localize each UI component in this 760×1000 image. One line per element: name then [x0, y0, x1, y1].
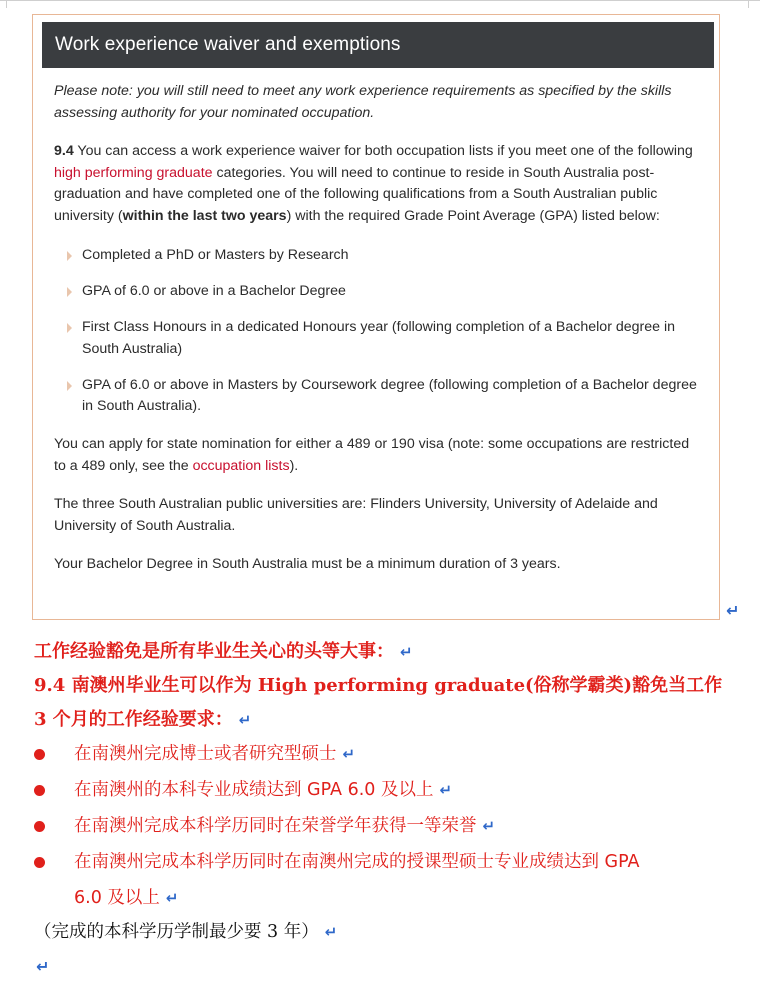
bold-text: within the last two years: [122, 207, 287, 224]
cn-footnote-text: （完成的本科学历学制最少要 3 年）: [34, 922, 319, 942]
triangle-bullet-icon: [67, 287, 72, 297]
list-item: [54, 375, 704, 418]
duration-paragraph: Your Bachelor Degree in South Australia must be a minimum duration of 3 years.: [54, 556, 561, 573]
bullet-dot-icon: [34, 785, 45, 796]
list-item-text: GPA of 6.0 or above in Masters by Coursework degree (following completion of a Bachelor degree in South Australia).: [82, 376, 697, 415]
cn-heading-line: [34, 639, 413, 665]
cn-summary-line-2: [34, 707, 251, 733]
list-item: [54, 281, 704, 303]
paragraph-mark-icon: ↵: [165, 889, 179, 907]
paragraph-mark-icon: ↵: [36, 959, 50, 976]
cn-heading-text: 工作经验豁免是所有毕业生关心的头等大事：: [34, 641, 394, 662]
triangle-bullet-icon: [67, 381, 72, 391]
text-span: ).: [289, 457, 299, 474]
list-item-text: GPA of 6.0 or above in a Bachelor Degree: [82, 282, 346, 299]
visa-paragraph: [54, 434, 704, 477]
bullet-dot-icon: [34, 749, 45, 760]
occupation-lists-link[interactable]: occupation lists: [192, 457, 290, 474]
text-span: ) with the required Grade Point Average (GPA) listed below:: [286, 207, 660, 224]
triangle-bullet-icon: [67, 323, 72, 333]
list-item-text: First Class Honours in a dedicated Honours year (following completion of a Bachelor degree in South Australia): [82, 318, 676, 357]
info-card: [32, 14, 720, 620]
text-span: You can access a work experience waiver for both occupation lists if you meet one of the following: [73, 143, 693, 160]
list-item: [54, 245, 704, 267]
card-header: Work experience waiver and exemptions: [42, 22, 714, 68]
triangle-bullet-icon: [67, 251, 72, 261]
cn-bullet-text: 在南澳州完成本科学历同时在南澳州完成的授课型硕士专业成绩达到 GPA: [74, 852, 640, 872]
cn-bullet-text: 在南澳州的本科专业成绩达到 GPA 6.0 及以上: [74, 780, 434, 800]
waiver-paragraph: [54, 141, 704, 227]
text-span: categories. You will need to continue to reside in South Australia post-graduation and have completed one of the following qualifications from a South Australian public university (: [54, 164, 658, 224]
paragraph-mark-icon: ↵: [726, 603, 740, 620]
list-item: [54, 317, 704, 360]
paragraph-mark-icon: ↵: [324, 923, 338, 941]
paragraph-mark-icon: ↵: [342, 745, 356, 763]
bullet-dot-icon: [34, 857, 45, 868]
cn-summary-line: 9.4 南澳州毕业生可以作为 High performing graduate(俗称学霸类)豁免当工作: [34, 675, 723, 696]
note-paragraph: Please note: you will still need to meet any work experience requirements as specified by the skills assessing authority for your nominated occupation.: [54, 83, 672, 121]
cn-bullet-text: 6.0 及以上: [74, 888, 160, 908]
text-span: You can apply for state nomination for either a 489 or 190 visa (note: some occupations are restricted to a 489 only, see the: [54, 435, 690, 474]
cn-footnote: [34, 919, 337, 945]
cn-bullet-text: 在南澳州完成博士或者研究型硕士: [74, 744, 337, 764]
page-corner-mark: [748, 0, 749, 8]
top-rule: [0, 0, 760, 1]
cn-bullet-text: 在南澳州完成本科学历同时在荣誉学年获得一等荣誉: [74, 816, 477, 836]
universities-paragraph: The three South Australian public universities are: Flinders University, University of Adelaide and University of South Australia.: [54, 496, 658, 534]
paragraph-mark-icon: ↵: [439, 781, 453, 799]
bullet-dot-icon: [34, 821, 45, 832]
high-performing-graduate-link[interactable]: high performing graduate: [54, 164, 213, 181]
card-body: [54, 81, 704, 593]
list-item-text: Completed a PhD or Masters by Research: [82, 246, 349, 263]
paragraph-mark-icon: ↵: [482, 817, 496, 835]
cn-summary-text: 3 个月的工作经验要求：: [34, 709, 233, 730]
section-number: 9.4: [54, 143, 74, 160]
paragraph-mark-icon: ↵: [400, 643, 413, 661]
paragraph-mark-icon: ↵: [238, 711, 252, 729]
qualification-list: [54, 245, 704, 418]
page-corner-mark: [6, 0, 7, 8]
